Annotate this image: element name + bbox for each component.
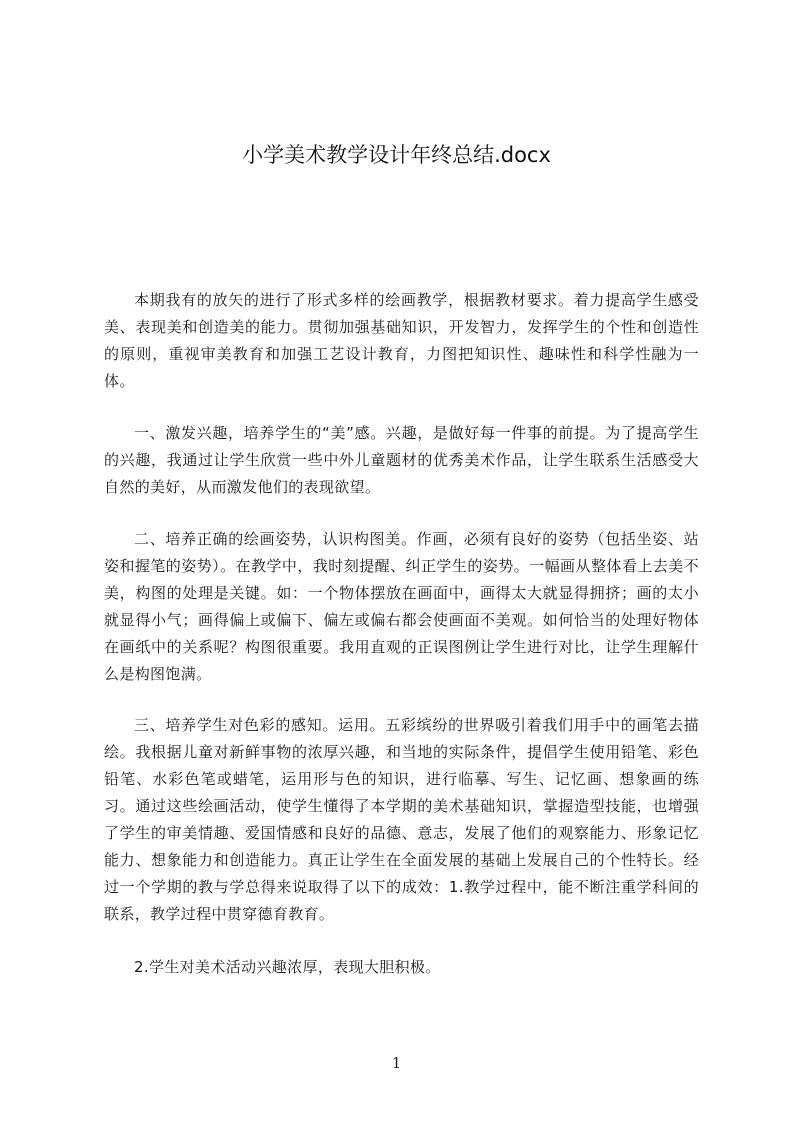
paragraph-intro: 本期我有的放矢的进行了形式多样的绘画教学，根据教材要求。着力提高学生感受美、表现美和创造美的能力。贯彻加强基础知识，开发智力，发挥学生的个性和创造性的原则，重视审美教育和加强工艺设计教育，力图把知识性、趣味性和科学性融为一体。: [104, 291, 699, 390]
paragraph-result-2: 2.学生对美术活动兴趣浓厚，表现大胆积极。: [134, 958, 441, 976]
document-title: 小学美术教学设计年终总结.docx: [242, 143, 551, 167]
paragraph-posture: 二、培养正确的绘画姿势，认识构图美。作画，必须有良好的姿势（包括坐姿、站姿和握笔的姿势）。在教学中，我时刻提醒、纠正学生的姿势。一幅画从整体看上去美不美，构图的处理是关键。如：一个物体摆放在画面中，画得太大就显得拥挤；画的太小就显得小气；画得偏上或偏下、偏左或偏右都会使画面不美观。如何恰当的处理好物体在画纸中的关系呢？构图很重要。我用直观的正误图例让学生进行对比，让学生理解什么是构图饱满。: [104, 530, 699, 683]
paragraph-color: 三、培养学生对色彩的感知。运用。五彩缤纷的世界吸引着我们用手中的画笔去描绘。我根据儿童对新鲜事物的浓厚兴趣，和当地的实际条件，提倡学生使用铅笔、彩色铅笔、水彩色笔或蜡笔，运用形与色的知识，进行临摹、写生、记忆画、想象画的练习。通过这些绘画活动，使学生懂得了本学期的美术基础知识，掌握造型技能，也增强了学生的审美情趣、爱国情感和良好的品德、意志，发展了他们的观察能力、形象记忆能力、想象能力和创造能力。真正让学生在全面发展的基础上发展自己的个性特长。经过一个学期的教与学总得来说取得了以下的成效：1.教学过程中，能不断注重学科间的联系，教学过程中贯穿德育教育。: [104, 716, 699, 923]
page-number: 1: [391, 1054, 402, 1072]
paragraph-interest: 一、激发兴趣，培养学生的“美”感。兴趣，是做好每一件事的前提。为了提高学生的兴趣，我通过让学生欣赏一些中外儿童题材的优秀美术作品，让学生联系生活感受大自然的美好，从而激发他们的表现欲望。: [104, 424, 699, 496]
